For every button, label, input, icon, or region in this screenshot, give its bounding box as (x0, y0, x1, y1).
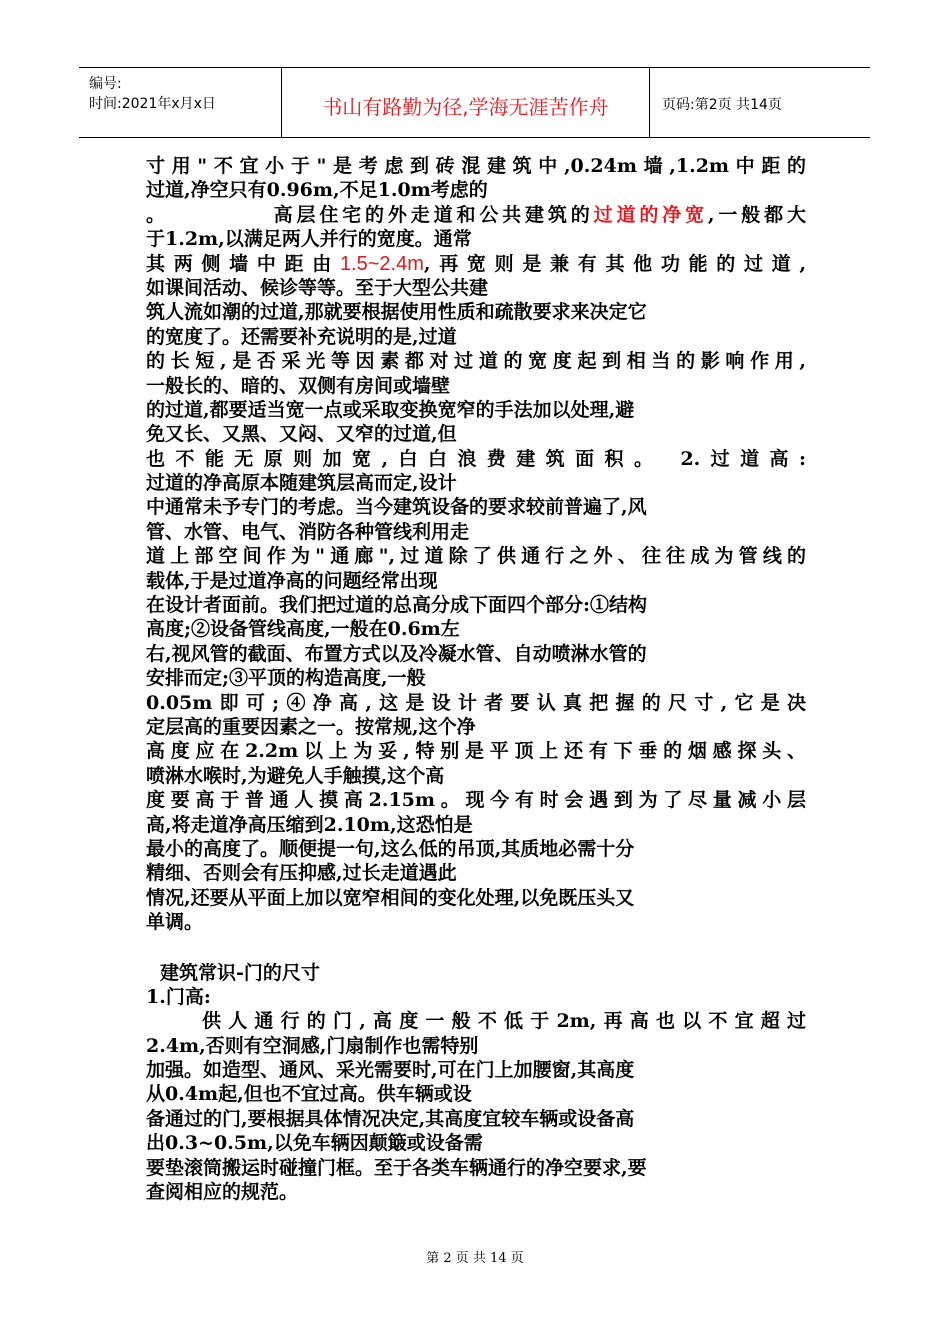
text-line: 备通过的门,要根据具体情况决定,其高度宜较车辆或设备高 (146, 1107, 635, 1130)
text-line: 度要高于普通人摸高2.15m。现今有时会遇到为了尽量减小层 (146, 789, 806, 812)
text-line: 一般长的、暗的、双侧有房间或墙壁 (146, 374, 451, 397)
text-line: 高度;②设备管线高度,一般在0.6m左 (146, 618, 460, 641)
text-line (146, 203, 806, 227)
text-line: 最小的高度了。顺便提一句,这么低的吊顶,其质地必需十分 (146, 837, 635, 860)
text-line: 的过道,都要适当宽一点或采取变换宽窄的手法加以处理,避 (146, 398, 635, 421)
text-line: 寸用"不宜小于"是考虑到砖混建筑中,0.24m墙,1.2m中距的 (146, 155, 806, 177)
highlight-passage-width: 过道的净宽 (593, 203, 708, 226)
header-motto: 书山有路勤为径,学海无涯苦作舟 (322, 95, 609, 119)
text-line: 于1.2m,以满足两人并行的宽度。通常 (146, 228, 472, 251)
text-line: 过道的净高原本随建筑层高而定,设计 (146, 472, 457, 495)
text-line: 从0.4m起,但也不宜过高。供车辆或设 (146, 1083, 472, 1106)
text-run: ,一般都大 (707, 203, 806, 226)
text-line: 过道,净空只有0.96m,不足1.0m考虑的 (146, 179, 488, 202)
header-page-number: 页码:第2页 共14页 (662, 97, 782, 113)
section-subtitle: 1.门高: (146, 985, 211, 1008)
text-line: 定层高的重要因素之一。按常规,这个净 (146, 715, 476, 738)
text-line: 免又长、又黑、又闷、又窄的过道,但 (146, 423, 457, 446)
text-line: 单调。 (146, 911, 204, 934)
text-line: 高度应在2.2m以上为妥,特别是平顶上还有下垂的烟感探头、 (146, 740, 806, 763)
text-line: 出0.3~0.5m,以免车辆因颠簸或设备需 (146, 1132, 483, 1155)
text-line: 安排而定;③平顶的构造高度,一般 (146, 667, 426, 690)
text-run: 。 高层住宅的外走道和公共建筑的 (146, 203, 594, 226)
text-line: 要垫滚筒搬运时碰撞门框。至于各类车辆通行的净空要求,要 (146, 1156, 647, 1179)
page-footer: 第 2 页 共 14 页 (426, 1251, 524, 1266)
text-line: 管、水管、电气、消防各种管线利用走 (146, 520, 470, 543)
text-line: 精细、否则会有压抑感,过长走道遇此 (146, 862, 457, 885)
document-date-label: 时间:2021年x月x日 (89, 96, 216, 112)
text-line: 载体,于是过道净高的问题经常出现 (146, 569, 438, 592)
text-line: 也不能无原则加宽,白白浪费建筑面积。 2.过道高: (146, 447, 806, 470)
body-paragraph (146, 276, 806, 935)
header-info-cell (79, 68, 282, 137)
text-line: 右,视风管的截面、布置方式以及冷凝水管、自动喷淋水管的 (146, 642, 647, 665)
spacer (146, 935, 806, 961)
text-line: 道上部空间作为"通廊",过道除了供通行之外、往往成为管线的 (146, 545, 806, 568)
highlight-wall-distance: 1.5~2.4m (339, 252, 424, 275)
text-line: 查阅相应的规范。 (146, 1181, 299, 1204)
door-paragraph (146, 1009, 806, 1204)
text-run: 其两侧墙中距由 (146, 252, 340, 275)
text-line: 情况,还要从平面上加以宽窄相间的变化处理,以免既压头又 (146, 886, 635, 909)
text-line: 如课间活动、候诊等等。至于大型公共建 (146, 276, 489, 299)
text-line: 的长短,是否采光等因素都对过道的宽度起到相当的影响作用, (146, 350, 806, 373)
text-line: 在设计者面前。我们把过道的总高分成下面四个部分:①结构 (146, 594, 648, 617)
text-line: 供人通行的门,高度一般不低于2m,再高也以不宜超过 (202, 1010, 806, 1033)
document-code-label: 编号: (89, 76, 122, 92)
header-motto-cell (282, 68, 650, 137)
page-header (79, 67, 870, 138)
text-run: ,再宽则是兼有其他功能的过道, (423, 252, 806, 275)
text-line: 中通常未予专门的考虑。当今建筑设备的要求较前普遍了,风 (146, 496, 647, 519)
text-line: 筑人流如潮的过道,那就要根据使用性质和疏散要求来决定它 (146, 301, 647, 324)
text-line: 0.05m即可;④净高,这是设计者要认真把握的尺寸,它是决 (146, 691, 806, 714)
text-line (146, 252, 806, 276)
header-page-cell (650, 68, 870, 137)
text-line: 的宽度了。还需要补充说明的是,过道 (146, 325, 457, 348)
text-line: 2.4m,否则有空洞感,门扇制作也需特别 (146, 1034, 479, 1057)
body-text (146, 154, 806, 1204)
text-line: 喷淋水喉时,为避免人手触摸,这个高 (146, 764, 445, 787)
section-title: 建筑常识-门的尺寸 (160, 961, 320, 984)
text-line: 加强。如造型、通风、采光需要时,可在门上加腰窗,其高度 (146, 1059, 635, 1082)
text-line: 高,将走道净高压缩到2.10m,这恐怕是 (146, 813, 473, 836)
